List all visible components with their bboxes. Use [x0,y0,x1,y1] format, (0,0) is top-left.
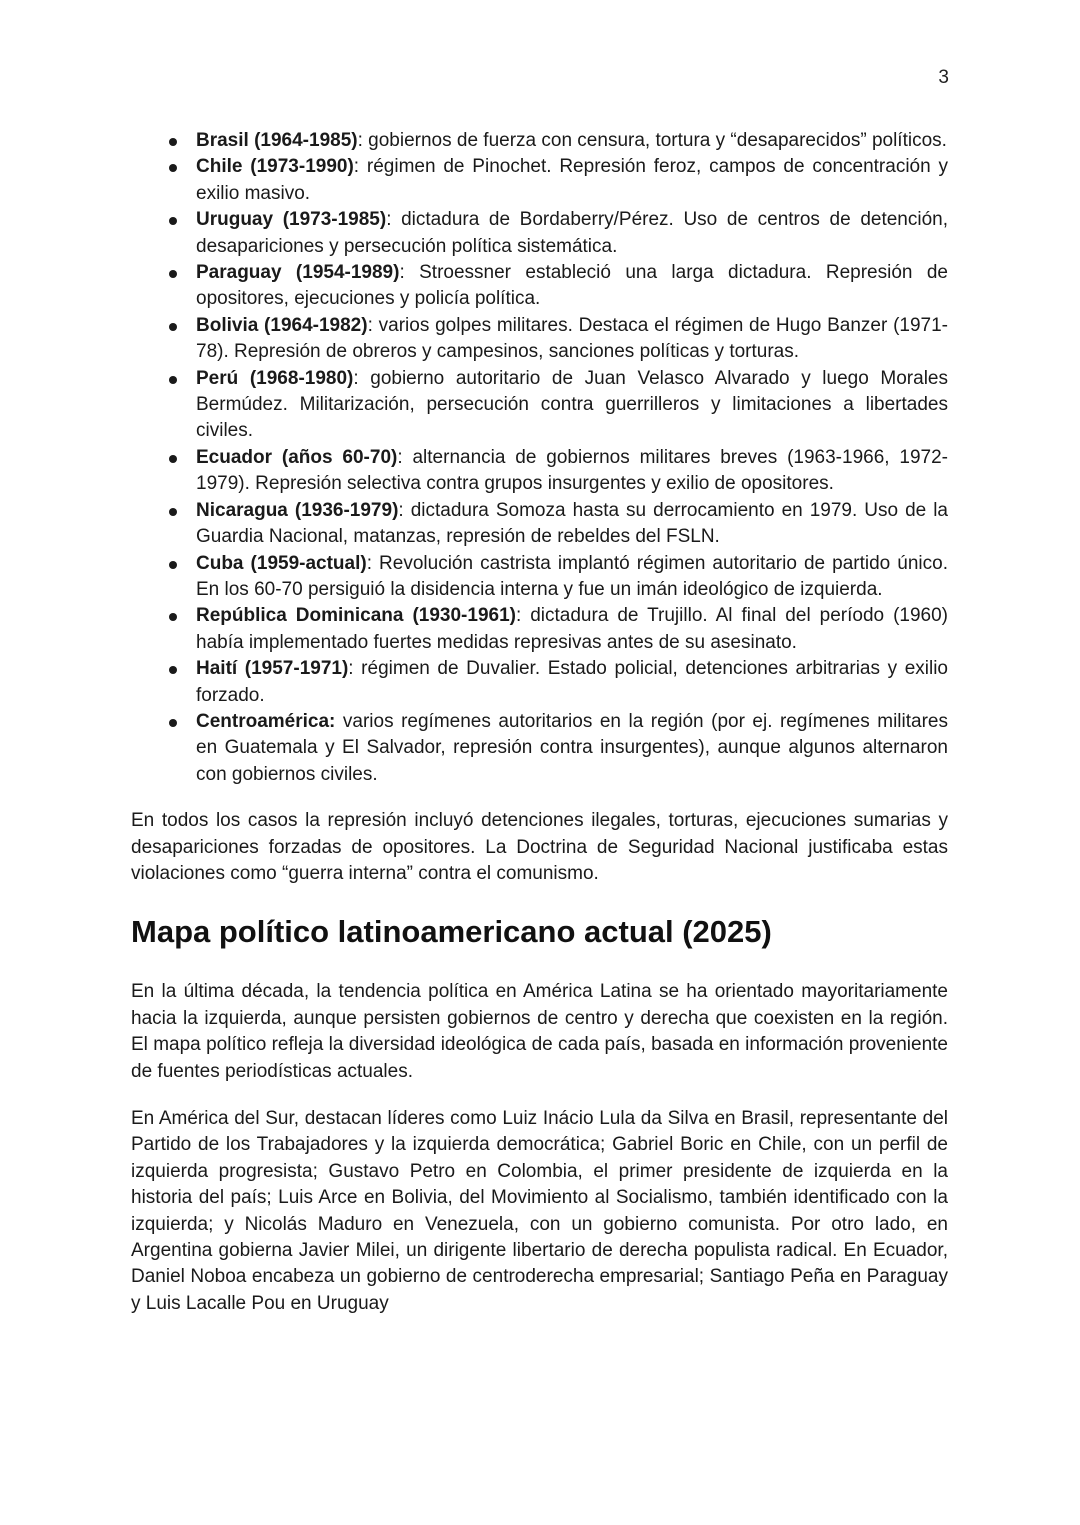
list-item-term: Paraguay (1954-1989) [196,262,400,284]
list-item-text: : régimen de Duvalier. Estado policial, detenciones arbitrarias y exilio forzado. [196,658,948,706]
list-item [131,260,948,313]
bullet-icon [169,376,177,384]
list-item-text: : gobiernos de fuerza con censura, tortura y “desaparecidos” políticos. [357,130,947,151]
list-item-term: Uruguay (1973-1985) [196,209,387,231]
list-item-text: : Stroessner estableció una larga dictadura. Represión de opositores, ejecuciones y policía política. [196,262,948,310]
list-item [131,366,948,445]
list-item-term: Chile (1973-1990) [196,156,354,178]
bullet-icon [169,719,177,727]
list-item-text: : dictadura de Bordaberry/Pérez. Uso de centros de detención, desapariciones y persecución política sistemática. [196,209,948,257]
bullet-icon [169,561,177,569]
list-item [131,709,948,788]
list-item-term: Perú (1968-1980) [196,367,354,389]
list-item-term: Ecuador (años 60-70) [196,446,398,468]
list-item [131,445,948,498]
list-item-term: Haití (1957-1971) [196,658,349,680]
list-item-term: Cuba (1959-actual) [196,552,367,574]
list-item-term: Centroamérica: [196,710,336,732]
list-item-text: : alternancia de gobiernos militares breves (1963-1966, 1972-1979). Represión selectiva contra grupos insurgentes y exilio de opositores. [196,446,948,495]
list-item-term: Brasil (1964-1985) [196,130,358,151]
bullet-icon [169,455,177,463]
list-item [131,551,948,604]
list-item [131,603,948,656]
list-item-term: Bolivia (1964-1982) [196,314,368,336]
list-item [131,128,948,154]
list-item [131,207,948,260]
summary-paragraph: En todos los casos la represión incluyó detenciones ilegales, torturas, ejecuciones sumarias y desapariciones forzadas de opositores. La Doctrina de Seguridad Nacional justificaba estas violaciones como “guerra interna” contra el comunismo. [131,810,948,884]
list-item-text: : dictadura de Trujillo. Al final del período (1960) había implementado fuertes medidas represivas antes de su asesinato. [196,605,948,653]
bullet-icon [169,613,177,621]
bullet-icon [169,508,177,516]
bullet-icon [169,270,177,278]
list-item-text: : varios golpes militares. Destaca el régimen de Hugo Banzer (1971-78). Represión de obreros y campesinos, sanciones políticas y torturas. [196,314,949,363]
list-item [131,154,948,207]
bullet-icon [169,138,177,146]
bullet-icon [169,323,177,331]
south-america-paragraph: En América del Sur, destacan líderes como Luiz Inácio Lula da Silva en Brasil, representante del Partido de los Trabajadores y la izquierda democrática; Gabriel Boric en Chile, con un perfil de izquierda progresista; Gustavo Petro en Colombia, el primer presidente de izquierda en la historia del país; Luis Arce en Bolivia, del Movimiento al Socialismo, también identificado con la izquierda; y Nicolás Maduro en Venezuela, con un gobierno comunista. Por otro lado, en Argentina gobierna Javier Milei, un dirigente libertario de derecha populista radical. En Ecuador, Daniel Noboa encabeza un gobierno de centroderecha empresarial; Santiago Peña en Paraguay y Luis Lacalle Pou en Uruguay [131,1108,948,1314]
list-item-term: Nicaragua (1936-1979) [196,499,399,521]
list-item-text: : Revolución castrista implantó régimen autoritario de partido único. En los 60-70 persiguió la disidencia interna y fue un imán ideológico de izquierda. [196,552,948,600]
dictatorship-list [131,128,948,788]
list-item-text: varios regímenes autoritarios en la región (por ej. regímenes militares en Guatemala y El Salvador, represión contra insurgentes), aunque algunos alternaron con gobiernos civiles. [196,710,948,785]
list-item [131,313,948,366]
bullet-icon [169,666,177,674]
list-item-text: : régimen de Pinochet. Represión feroz, campos de concentración y exilio masivo. [196,156,948,204]
page-content [131,128,948,1317]
bullet-icon [169,217,177,225]
intro-paragraph: En la última década, la tendencia política en América Latina se ha orientado mayoritariamente hacia la izquierda, aunque persisten gobiernos de centro y derecha que coexisten en la región. El mapa político refleja la diversidad ideológica de cada país, basada en información proveniente de fuentes periodísticas actuales. [131,981,948,1082]
list-item-text: : gobierno autoritario de Juan Velasco Alvarado y luego Morales Bermúdez. Militarización, persecución contra guerrilleros y limitaciones a libertades civiles. [196,367,948,442]
list-item-text: : dictadura Somoza hasta su derrocamiento en 1979. Uso de la Guardia Nacional, matanzas, represión de rebeldes del FSLN. [196,499,948,548]
list-item-term: República Dominicana (1930-1961) [196,605,516,627]
page-number: 3 [938,67,949,88]
list-item [131,498,948,551]
bullet-icon [169,164,177,172]
section-heading: Mapa político latinoamericano actual (2025) [131,914,772,950]
list-item [131,656,948,709]
